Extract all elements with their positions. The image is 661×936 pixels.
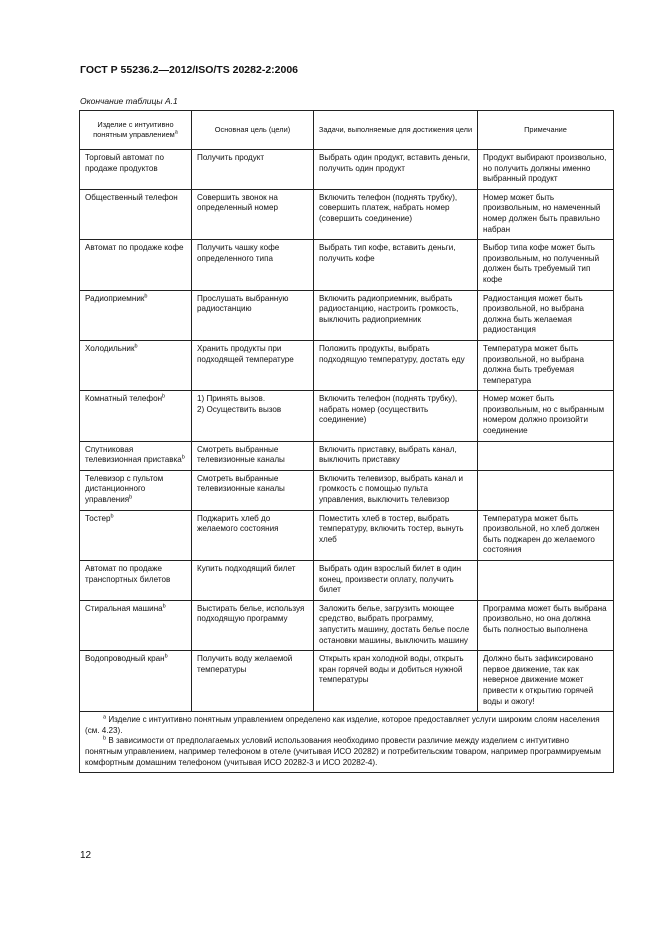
tasks-cell: Заложить белье, загрузить моющее средство, выбрать программу, запустить машину, достать белье после остановки машины, выключить машину	[314, 600, 478, 650]
column-header-goal: Основная цель (цели)	[192, 111, 314, 150]
table-row	[80, 561, 614, 601]
page-number: 12	[80, 850, 92, 861]
tasks-cell: Положить продукты, выбрать подходящую температуру, достать еду	[314, 340, 478, 390]
note-cell	[478, 441, 614, 470]
tasks-cell: Выбрать один взрослый билет в один конец, произвести оплату, получить билет	[314, 561, 478, 601]
goal-cell: Поджарить хлеб до желаемого состояния	[192, 510, 314, 560]
product-cell: Автомат по продаже кофе	[80, 240, 192, 290]
product-cell: Торговый автомат по продаже продуктов	[80, 150, 192, 190]
footnote-a: $^a$ Изделие с интуитивно понятным управлением определено как изделие, которое предоставляет услуги широким слоям населения (см. 4.23).	[85, 714, 600, 735]
goal-cell: Хранить продукты при подходящей температуре	[192, 340, 314, 390]
goal-cell: Смотреть выбранные телевизионные каналы	[192, 470, 314, 510]
footnote-mark: b	[129, 494, 133, 501]
footnote-mark: b	[162, 393, 166, 400]
footnote-mark: b	[144, 292, 148, 299]
footnote-mark: b	[181, 454, 185, 461]
product-cell: Стиральная машина$^b$	[80, 600, 192, 650]
note-cell: Температура может быть произвольной, но хлеб должен быть поджарен до желаемого состояния	[478, 510, 614, 560]
footnote-mark: b	[164, 653, 168, 660]
product-cell: Спутниковая телевизионная приставка$^b$	[80, 441, 192, 470]
table-row	[80, 510, 614, 560]
note-cell: Продукт выбирают произвольно, но получить должны именно выбранный продукт	[478, 150, 614, 190]
footnote-mark: b	[134, 343, 138, 350]
table-row	[80, 651, 614, 712]
goal-cell: Получить продукт	[192, 150, 314, 190]
column-header-tasks: Задачи, выполняемые для достижения цели	[314, 111, 478, 150]
table-row	[80, 290, 614, 340]
note-cell: Выбор типа кофе может быть произвольным, но полученный должен быть требуемый тип кофе	[478, 240, 614, 290]
product-cell: Телевизор с пультом дистанционного управления$^b$	[80, 470, 192, 510]
table-row	[80, 441, 614, 470]
tasks-cell: Включить телевизор, выбрать канал и громкость с помощью пульта управления, выключить телевизор	[314, 470, 478, 510]
note-cell: Температура может быть произвольной, но выбрана должна быть требуемая температура	[478, 340, 614, 390]
column-header-product: Изделие с интуитивно понятным управлением$^a$	[80, 111, 192, 150]
table-row	[80, 150, 614, 190]
goal-cell: Прослушать выбранную радиостанцию	[192, 290, 314, 340]
footnotes	[80, 712, 614, 773]
product-cell: Общественный телефон	[80, 189, 192, 239]
footnote-mark: b	[162, 603, 166, 610]
goal-cell: 1) Принять вызов. 2) Осуществить вызов	[192, 391, 314, 441]
table-header-row	[80, 111, 614, 150]
footnotes-row	[80, 712, 614, 773]
tasks-cell: Включить приставку, выбрать канал, выключить приставку	[314, 441, 478, 470]
goal-cell: Совершить звонок на определенный номер	[192, 189, 314, 239]
tasks-cell: Выбрать тип кофе, вставить деньги, получить кофе	[314, 240, 478, 290]
product-cell: Комнатный телефон$^b$	[80, 391, 192, 441]
table-row	[80, 600, 614, 650]
product-cell: Тостер$^b$	[80, 510, 192, 560]
note-cell	[478, 561, 614, 601]
note-cell: Программа может быть выбрана произвольно, но она должна быть полностью выполнена	[478, 600, 614, 650]
tasks-cell: Включить радиоприемник, выбрать радиостанцию, настроить громкость, выключить радиоприемник	[314, 290, 478, 340]
product-cell: Автомат по продаже транспортных билетов	[80, 561, 192, 601]
table-row	[80, 189, 614, 239]
table-row	[80, 391, 614, 441]
table-row	[80, 240, 614, 290]
goal-cell: Выстирать белье, используя подходящую программу	[192, 600, 314, 650]
note-cell: Номер может быть произвольным, но с выбранным номером должно произойти соединение	[478, 391, 614, 441]
document-header: ГОСТ Р 55236.2—2012/ISO/TS 20282-2:2006	[80, 64, 299, 76]
note-cell: Номер может быть произвольным, но намеченный номер должен быть правильно набран	[478, 189, 614, 239]
tasks-cell: Выбрать один продукт, вставить деньги, получить один продукт	[314, 150, 478, 190]
product-cell: Радиоприемник$^b$	[80, 290, 192, 340]
tasks-cell: Включить телефон (поднять трубку), набрать номер (осуществить соединение)	[314, 391, 478, 441]
goal-cell: Смотреть выбранные телевизионные каналы	[192, 441, 314, 470]
product-cell: Холодильник$^b$	[80, 340, 192, 390]
product-cell: Водопроводный кран$^b$	[80, 651, 192, 712]
column-header-note: Примечание	[478, 111, 614, 150]
note-cell	[478, 470, 614, 510]
tasks-cell: Открыть кран холодной воды, открыть кран горячей воды и добиться нужной температуры	[314, 651, 478, 712]
table-row	[80, 470, 614, 510]
footnote-b: $^b$ В зависимости от предполагаемых условий использования необходимо провести различие между изделием с интуитивно понятным управлением, например телефоном в отеле (учитывая ИСО 20282) и потребительским товаром, например программируемым комфортным домашним телефоном (учитывая ИСО 20282-3 и ИСО 20282-4).	[85, 735, 601, 767]
tasks-cell: Включить телефон (поднять трубку), совершить платеж, набрать номер (совершить соединение)	[314, 189, 478, 239]
note-cell: Должно быть зафиксировано первое движение, так как неверное движение может привести к открытию горячей воды и ожогу!	[478, 651, 614, 712]
tasks-cell: Поместить хлеб в тостер, выбрать температуру, включить тостер, вынуть хлеб	[314, 510, 478, 560]
goal-cell: Получить воду желаемой температуры	[192, 651, 314, 712]
goal-cell: Получить чашку кофе определенного типа	[192, 240, 314, 290]
table-row	[80, 340, 614, 390]
footnote-mark: b	[110, 512, 114, 519]
table-caption: Окончание таблицы А.1	[80, 96, 178, 106]
note-cell: Радиостанция может быть произвольной, но выбрана должна быть желаемая радиостанция	[478, 290, 614, 340]
goal-cell: Купить подходящий билет	[192, 561, 314, 601]
product-table	[79, 110, 614, 773]
